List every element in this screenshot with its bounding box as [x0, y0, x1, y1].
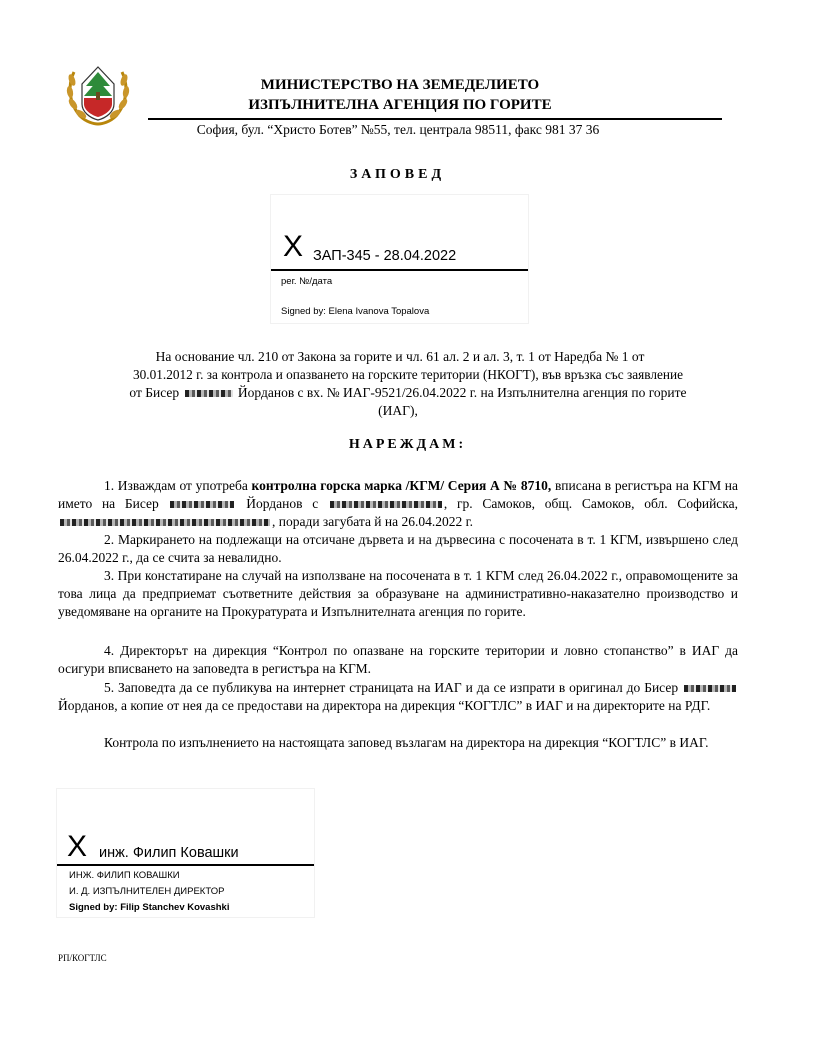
preamble-line-1: На основание чл. 210 от Закона за горите и чл. 61 ал. 2 и ал. 3, т. 1 от Наредба № 1 от — [155, 349, 645, 364]
order-item-2: 2. Маркирането на подлежащи на отсичане дървета и на дървесина с посочената в т. 1 КГМ, извършено след 26.04.2022 г., да се счита за невалидно. — [58, 532, 738, 565]
order-item-3: 3. При констатиране на случай на използване на посочената в т. 1 КГМ след 26.04.2022 г., оправомощените за това лица да предприемат съответните действия за образуване на административно-наказателно производство и уведомяване на органите на Прокуратурата и Изпълнителната агенция по горите. — [58, 568, 738, 619]
signature-line — [271, 269, 528, 271]
preamble-text: от Бисер — [129, 385, 180, 400]
agency-address: София, бул. “Христо Ботев” №55, тел. централа 98511, факс 981 37 36 — [196, 122, 600, 137]
director-name-caps: ИНЖ. ФИЛИП КОВАШКИ — [69, 870, 180, 881]
registration-number: ЗАП-345 - 28.04.2022 — [313, 248, 457, 264]
footer-initials: РП/КОГТЛС — [58, 953, 107, 963]
preamble-line-4: (ИАГ), — [378, 403, 418, 418]
control-paragraph: Контрола по изпълнението на настоящата заповед възлагам на директора на дирекция “КОГТЛС” в ИАГ. — [104, 735, 709, 750]
director-signature-box — [56, 788, 315, 918]
director-signed-by: Signed by: Filip Stanchev Kovashki — [69, 902, 230, 913]
director-title: И. Д. ИЗПЪЛНИТЕЛЕН ДИРЕКТОР — [69, 886, 225, 897]
item-text: 5. Заповедта да се публикува на интернет страницата на ИАГ и да се изпрати в оригинал до Бисер — [104, 680, 679, 695]
order-heading: НАРЕЖДАМ: — [348, 437, 467, 452]
redacted-name — [684, 685, 736, 692]
item-text: вписана в регистъра на КГМ на името на Бисер — [58, 478, 739, 511]
order-item-1 — [58, 477, 738, 531]
registration-caption: рег. №/дата — [281, 276, 333, 287]
item-text: Йорданов, а копие от нея да се предостави на директора на дирекция “КОГТЛС” в ИАГ и на директорите на РДГ. — [58, 698, 711, 713]
item-text: , поради загубата й на 26.04.2022 г. — [272, 514, 474, 529]
director-name: инж. Филип Ковашки — [99, 845, 239, 861]
document-title: ЗАПОВЕД — [349, 167, 446, 182]
signature-mark: X — [283, 230, 304, 263]
order-item-5 — [58, 679, 738, 715]
signature-line — [57, 864, 314, 866]
preamble-line-3 — [58, 384, 758, 402]
redacted-name — [170, 501, 234, 508]
agency-name: ИЗПЪЛНИТЕЛНА АГЕНЦИЯ ПО ГОРИТЕ — [248, 97, 552, 113]
registration-signature-box — [270, 194, 529, 324]
item-text: 1. Изваждам от употреба — [104, 478, 248, 493]
item-bold-text: контролна горска марка /КГМ/ Серия А № 8710, — [251, 478, 552, 493]
preamble-line-2: 30.01.2012 г. за контрола и опазването на горските територии (НКОГТ), във връзка със заявление — [132, 367, 684, 382]
signature-mark: X — [67, 830, 88, 863]
preamble-text: Йорданов с вх. № ИАГ-9521/26.04.2022 г. на Изпълнителна агенция по горите — [237, 385, 687, 400]
item-text: , гр. Самоков, общ. Самоков, обл. Софийска, — [443, 496, 739, 511]
redacted-address — [60, 519, 270, 526]
header-divider — [148, 118, 722, 120]
order-item-4: 4. Директорът на дирекция “Контрол по опазване на горските територии и ловно стопанство” в ИАГ да осигури вписването на заповедта в регистъра на КГМ. — [58, 643, 738, 676]
agency-crest-logo — [64, 64, 132, 126]
redacted-address — [330, 501, 442, 508]
item-text: Йорданов с — [246, 496, 319, 511]
registration-signed-by: Signed by: Elena Ivanova Topalova — [281, 306, 430, 317]
redacted-name — [185, 390, 233, 397]
ministry-name: МИНИСТЕРСТВО НА ЗЕМЕДЕЛИЕТО — [260, 77, 540, 93]
